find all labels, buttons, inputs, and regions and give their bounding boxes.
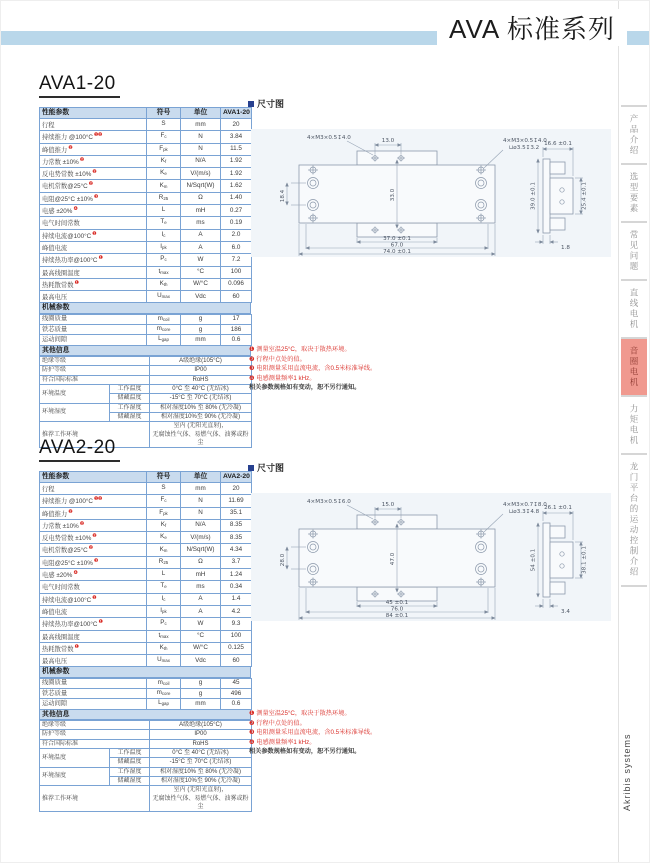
col-header-symbol: 符号 xyxy=(147,108,181,119)
table-row: 防护等级 IP00 xyxy=(40,730,252,739)
footnote: ❸ 电阻测量采用直流电流，含0.5米标准导线。 xyxy=(249,729,377,737)
dimension-drawing xyxy=(251,129,611,257)
svg-text:3.4: 3.4 xyxy=(561,609,570,615)
bullet-square-icon xyxy=(248,465,254,471)
col-header-unit: 单位 xyxy=(181,108,221,119)
performance-table xyxy=(39,107,252,303)
side-tab-label: 直线电机 xyxy=(629,288,639,330)
table-row: 峰值推力$^❷$ $F_{pk}$ N 35.1 xyxy=(40,507,252,519)
svg-text:16.6 ±0.1: 16.6 ±0.1 xyxy=(544,141,572,147)
footnote-disclaimer: 相关参数规格如有变动，恕不另行通知。 xyxy=(249,748,361,756)
other-info-table xyxy=(39,720,252,812)
other-section-header: 其他信息 xyxy=(39,346,251,357)
spec-tables xyxy=(39,107,251,448)
dimension-figure-label: 尺寸图 xyxy=(248,97,284,110)
svg-text:26.1 ±0.1: 26.1 ±0.1 xyxy=(544,505,572,511)
table-row: 电机常数$@25^\circ C^❷$ $K_m$ N/Sqrt(W) 4.34 xyxy=(40,544,252,556)
table-row: 符合国际标准 RoHS xyxy=(40,375,252,384)
table-row: 力常数 ±10%$^❷$ $K_f$ N/A 1.92 xyxy=(40,155,252,167)
svg-text:33.0: 33.0 xyxy=(390,188,396,202)
table-row: 持续电流$@100^\circ C^❶$ $I_c$ A 2.0 xyxy=(40,229,252,241)
table-row: 最高电压 $U_{max}$ Vdc 60 xyxy=(40,291,252,303)
page-title: AVA 标准系列 xyxy=(437,9,627,46)
svg-text:76.0: 76.0 xyxy=(390,606,404,613)
section-ava2-20 xyxy=(39,437,617,810)
svg-text:28.0: 28.0 xyxy=(280,553,286,567)
table-row: 反电势常数 ±10%$^❷$ $K_e$ V/(m/s) 8.35 xyxy=(40,532,252,544)
side-tab-label: 音圈电机 xyxy=(629,346,639,388)
side-tab-label: 产品介绍 xyxy=(629,114,639,156)
other-section-header: 其他信息 xyxy=(39,710,251,721)
col-header-param: 性能参数 xyxy=(40,472,147,483)
table-row: 最高电压 $U_{max}$ Vdc 60 xyxy=(40,655,252,667)
table-row: 推荐工作环境 室内 (无阳光直射)， 无腐蚀性气体、易燃气体、油雾或粉尘 xyxy=(40,786,252,812)
table-row: 电气时间常数 $T_e$ ms 0.19 xyxy=(40,217,252,229)
table-row: 储藏温度 -15°C 至 70°C (无结冰) xyxy=(40,394,252,403)
table-row: 运动间隙 $L_{gap}$ mm 0.6 xyxy=(40,335,252,345)
mechanical-table xyxy=(39,314,252,346)
table-row: 热耗散常数$^❶$ $K_{th}$ W/°C 0.125 xyxy=(40,642,252,654)
performance-table xyxy=(39,471,252,667)
dimension-drawing xyxy=(251,493,611,621)
side-tab-rail xyxy=(621,105,647,587)
table-row: 电感 ±20%$^❹$ L mH 1.24 xyxy=(40,569,252,581)
table-row: 防护等级 IP00 xyxy=(40,366,252,375)
table-row: 峰值电流 $I_{pk}$ A 6.0 xyxy=(40,241,252,253)
table-row: 行程 S mm 20 xyxy=(40,119,252,131)
side-tab[interactable] xyxy=(621,455,647,587)
table-row: 持续推力 $@100^\circ C^{❶❷}$ $F_c$ N 11.69 xyxy=(40,495,252,507)
table-row: 峰值推力$^❷$ $F_{pk}$ N 11.5 xyxy=(40,143,252,155)
svg-text:18.4: 18.4 xyxy=(280,189,286,203)
table-row: 最高线圈温度 $t_{max}$ °C 100 xyxy=(40,266,252,278)
bullet-square-icon xyxy=(248,101,254,107)
svg-text:⊔⌀3.5↧3.2: ⊔⌀3.5↧3.2 xyxy=(509,145,540,151)
side-tab[interactable] xyxy=(621,281,647,339)
table-row: 运动间隙 $L_{gap}$ mm 0.6 xyxy=(40,699,252,709)
footnote-disclaimer: 相关参数规格如有变动，恕不另行通知。 xyxy=(249,384,361,392)
svg-text:74.0 ±0.1: 74.0 ±0.1 xyxy=(383,249,411,255)
svg-text:4×M3×0.5↧4.0: 4×M3×0.5↧4.0 xyxy=(503,138,547,144)
table-header-row xyxy=(40,108,252,119)
footnote: ❸ 电阻测量采用直流电流，含0.5米标准导线。 xyxy=(249,365,377,373)
table-row: 电气时间常数 $T_e$ ms 0.34 xyxy=(40,581,252,593)
svg-text:39.0 ±0.1: 39.0 ±0.1 xyxy=(530,182,537,210)
table-row: 电感 ±20%$^❹$ L mH 0.27 xyxy=(40,205,252,217)
col-header-model: AVA2-20 xyxy=(221,472,252,483)
svg-text:⊔⌀3.3↧4.8: ⊔⌀3.3↧4.8 xyxy=(509,509,540,515)
side-tab-label: 选型要素 xyxy=(629,172,639,214)
table-row: 符合国际标准 RoHS xyxy=(40,739,252,748)
svg-text:4×M3×0.7↧8.0: 4×M3×0.7↧8.0 xyxy=(503,502,547,508)
table-row: 持续推力 $@100^\circ C^{❶❷}$ $F_c$ N 3.84 xyxy=(40,131,252,143)
mechanical-section-header: 机械参数 xyxy=(39,667,251,678)
table-row: 电阻@25°C ±10%$^❸$ $R_{25}$ Ω 1.40 xyxy=(40,192,252,204)
footnote: ❶ 测量室温25°C，取决于散热环境。 xyxy=(249,710,351,717)
table-row: 电阻@25°C ±10%$^❸$ $R_{25}$ Ω 3.7 xyxy=(40,556,252,568)
table-row: 环境湿度 工作湿度 相对湿度10% 至 80% (无冷凝) xyxy=(40,403,252,412)
col-header-unit: 单位 xyxy=(181,472,221,483)
mechanical-table xyxy=(39,678,252,710)
table-row: 环境温度 工作温度 0°C 至 40°C (无结冰) xyxy=(40,384,252,393)
table-row: 绝缘等级 A级绝缘(105°C) xyxy=(40,357,252,366)
footnote: ❶ 测量室温25°C，取决于散热环境。 xyxy=(249,346,351,353)
svg-text:1.8: 1.8 xyxy=(561,245,570,251)
svg-text:84 ±0.1: 84 ±0.1 xyxy=(385,613,409,619)
rail-divider xyxy=(618,1,619,863)
table-row: 反电势常数 ±10%$^❷$ $K_e$ V/(m/s) 1.92 xyxy=(40,168,252,180)
model-title: AVA1-20 xyxy=(39,73,120,98)
svg-text:13.0: 13.0 xyxy=(381,138,395,144)
table-row: 持续电流$@100^\circ C^❶$ $I_c$ A 1.4 xyxy=(40,593,252,605)
side-tab[interactable] xyxy=(621,339,647,397)
table-row: 线圈质量 $m_{coil}$ g 17 xyxy=(40,314,252,324)
table-row: 储藏湿度 相对湿度10%至 90% (无冷凝) xyxy=(40,776,252,785)
svg-text:4×M3×0.5↧6.0: 4×M3×0.5↧6.0 xyxy=(307,499,351,505)
table-header-row xyxy=(40,472,252,483)
table-row: 峰值电流 $I_{pk}$ A 4.2 xyxy=(40,605,252,617)
side-tab-label: 常见问题 xyxy=(629,230,639,272)
table-row: 电机常数$@25^\circ C^❷$ $K_m$ N/Sqrt(W) 1.62 xyxy=(40,180,252,192)
side-tab[interactable] xyxy=(621,223,647,281)
footnotes xyxy=(249,345,474,393)
svg-text:37.0 ±0.1: 37.0 ±0.1 xyxy=(383,236,411,242)
table-row: 储藏湿度 相对湿度10%至 90% (无冷凝) xyxy=(40,412,252,421)
footnote: ❹ 电感测量频率1 kHz。 xyxy=(249,738,316,746)
brand-vertical-text: Akribis systems xyxy=(622,733,632,811)
other-info-table xyxy=(39,356,252,448)
side-tab[interactable] xyxy=(621,165,647,223)
svg-text:45 ±0.1: 45 ±0.1 xyxy=(385,600,409,606)
side-tab-label: 龙门平台的运动控制介绍 xyxy=(629,462,639,578)
table-row: 环境温度 工作温度 0°C 至 40°C (无结冰) xyxy=(40,748,252,757)
side-tab-label: 力矩电机 xyxy=(629,404,639,446)
table-row: 行程 S mm 20 xyxy=(40,483,252,495)
svg-text:15.0: 15.0 xyxy=(381,502,395,508)
footnote: ❷ 行程中点处的值。 xyxy=(249,719,306,727)
svg-text:4×M3×0.5↧4.0: 4×M3×0.5↧4.0 xyxy=(307,135,351,141)
footnote: ❹ 电感测量频率1 kHz。 xyxy=(249,374,316,382)
footnotes xyxy=(249,709,474,757)
table-row: 线圈质量 $m_{coil}$ g 45 xyxy=(40,678,252,688)
col-header-symbol: 符号 xyxy=(147,472,181,483)
model-title: AVA2-20 xyxy=(39,437,120,462)
dimension-figure xyxy=(251,129,611,257)
section-ava1-20 xyxy=(39,73,617,446)
table-row: 持续热功率$@100^\circ C^❶$ $P_c$ W 9.3 xyxy=(40,618,252,630)
svg-text:25.4 ±0.1: 25.4 ±0.1 xyxy=(581,182,588,210)
table-row: 环境湿度 工作湿度 相对湿度10% 至 80% (无冷凝) xyxy=(40,767,252,776)
mechanical-section-header: 机械参数 xyxy=(39,303,251,314)
footnote: ❷ 行程中点处的值。 xyxy=(249,355,306,363)
svg-text:47.0: 47.0 xyxy=(390,552,396,566)
svg-text:54 ±0.1: 54 ±0.1 xyxy=(530,548,537,572)
svg-text:67.0: 67.0 xyxy=(390,242,404,249)
table-row: 推荐工作环境 室内 (无阳光直射)， 无腐蚀性气体、易燃气体、油雾或粉尘 xyxy=(40,422,252,448)
table-row: 绝缘等级 A级绝缘(105°C) xyxy=(40,721,252,730)
svg-text:38.1 ±0.1: 38.1 ±0.1 xyxy=(581,546,588,574)
dimension-figure xyxy=(251,493,611,621)
table-row: 持续热功率$@100^\circ C^❶$ $P_c$ W 7.2 xyxy=(40,254,252,266)
side-tab[interactable] xyxy=(621,397,647,455)
table-row: 铁芯质量 $m_{core}$ g 496 xyxy=(40,689,252,699)
table-row: 铁芯质量 $m_{core}$ g 186 xyxy=(40,325,252,335)
table-row: 力常数 ±10%$^❷$ $K_f$ N/A 8.35 xyxy=(40,519,252,531)
table-row: 最高线圈温度 $t_{max}$ °C 100 xyxy=(40,630,252,642)
table-row: 储藏温度 -15°C 至 70°C (无结冰) xyxy=(40,758,252,767)
dimension-figure-label: 尺寸图 xyxy=(248,461,284,474)
col-header-param: 性能参数 xyxy=(40,108,147,119)
table-row: 热耗散常数$^❶$ $K_{th}$ W/°C 0.096 xyxy=(40,278,252,290)
col-header-model: AVA1-20 xyxy=(221,108,252,119)
spec-tables xyxy=(39,471,251,812)
side-tab[interactable] xyxy=(621,107,647,165)
